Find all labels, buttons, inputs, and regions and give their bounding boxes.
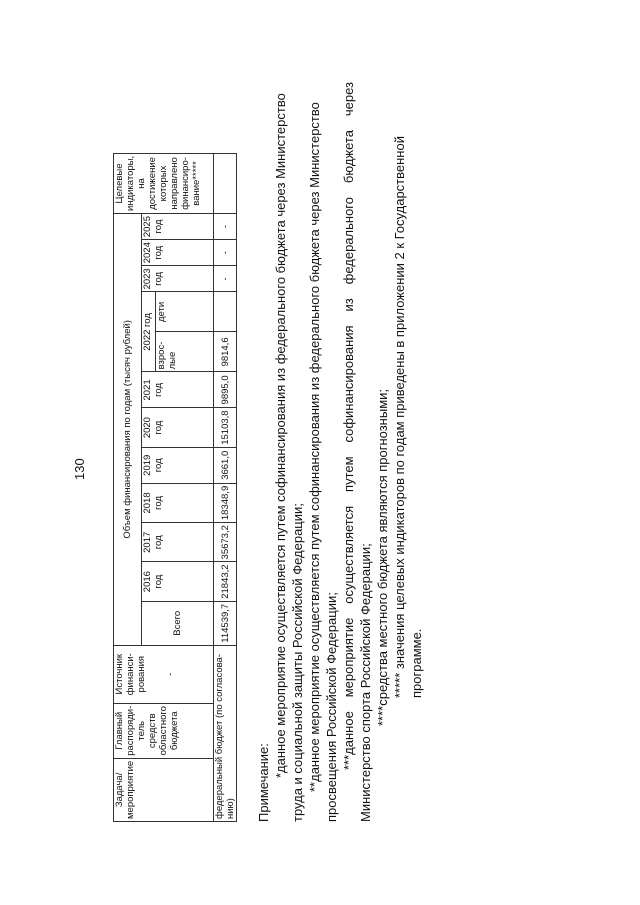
header-year-2016: 2016 год: [142, 562, 214, 601]
note-3-word: федерального: [341, 197, 356, 285]
note-3-word: из: [341, 298, 356, 312]
note-3-word: через: [341, 82, 356, 117]
note-3-word: путем: [341, 456, 356, 492]
cell-indicators: [214, 153, 237, 213]
notes-block: [255, 82, 425, 822]
header-indicators: Целевые индикаторы, на достижение которых направлено финансиро-вание*****: [114, 153, 214, 213]
header-year-2025: 2025 год: [142, 214, 214, 240]
header-year-2020: 2020 год: [142, 408, 214, 447]
header-total: Всего: [142, 601, 214, 645]
table-row: [214, 153, 237, 821]
page-number: 130: [72, 458, 87, 480]
header-manager: Главный распоряди-тель средств областного бюджета: [114, 703, 214, 758]
cell-2022-adults: 9814,6: [214, 332, 237, 372]
header-volume: Объем финансирования по годам (тысяч рублей): [114, 214, 142, 646]
header-year-2024: 2024 год: [142, 240, 214, 266]
cell-2025: -: [214, 214, 237, 240]
cell-2021: 9895,0: [214, 372, 237, 408]
header-year-2023: 2023 год: [142, 266, 214, 292]
note-3-word: бюджета: [341, 130, 356, 184]
note-3-word: софинансирования: [341, 325, 356, 443]
header-year-2021: 2021 год: [142, 372, 214, 408]
cell-2019: 3661,0: [214, 447, 237, 483]
header-year-2018: 2018 год: [142, 483, 214, 522]
cell-2020: 15103,8: [214, 408, 237, 447]
cell-2024: -: [214, 240, 237, 266]
cell-2022-children: [214, 292, 237, 332]
note-3-line-2: Министерство спорта Российской Федерации;: [358, 543, 373, 822]
note-1-line-2: труда и социальной защиты Российской Федерации;: [290, 503, 305, 822]
header-year-2017: 2017 год: [142, 523, 214, 562]
note-4: ****средства местного бюджета являются прогнозными;: [375, 388, 390, 726]
note-5: ***** значения целевых индикаторов по годам приведены в приложении 2 к Государственной программе.: [392, 136, 424, 698]
cell-2017: 35673,2: [214, 523, 237, 562]
cell-2018: 18348,9: [214, 483, 237, 522]
note-3-word: осуществляется: [341, 505, 356, 604]
header-source-note: -: [165, 672, 176, 676]
row-label: федеральный бюджет (по согласова-нию): [214, 645, 237, 821]
header-task: Задача/ мероприятие: [114, 758, 214, 821]
note-3-word: мероприятие: [341, 617, 356, 698]
note-2-line-1: **данное мероприятие осуществляется путем софинансирования из федерального бюджета через Министерство: [307, 102, 322, 792]
cell-total: 114539,7: [214, 601, 237, 645]
header-2022-children: дети: [156, 292, 214, 332]
header-source: [114, 645, 214, 703]
notes-heading: Примечание:: [256, 743, 271, 822]
header-year-2019: 2019 год: [142, 447, 214, 483]
header-year-2022: 2022 год: [142, 292, 156, 372]
header-2022-adults: взрос-лые: [156, 332, 214, 372]
header-source-label: Источник финанси-рования: [114, 653, 147, 696]
cell-2016: 21843,2: [214, 562, 237, 601]
note-3-line-1: [340, 82, 357, 822]
note-1-line-1: *данное мероприятие осуществляется путем софинансирования из федерального бюджета через Министерство: [273, 93, 288, 778]
note-2-line-2: просвещения Российской Федерации;: [324, 592, 339, 822]
financing-table: [113, 153, 237, 822]
cell-2023: -: [214, 266, 237, 292]
note-3-word: ***данное: [341, 711, 356, 770]
